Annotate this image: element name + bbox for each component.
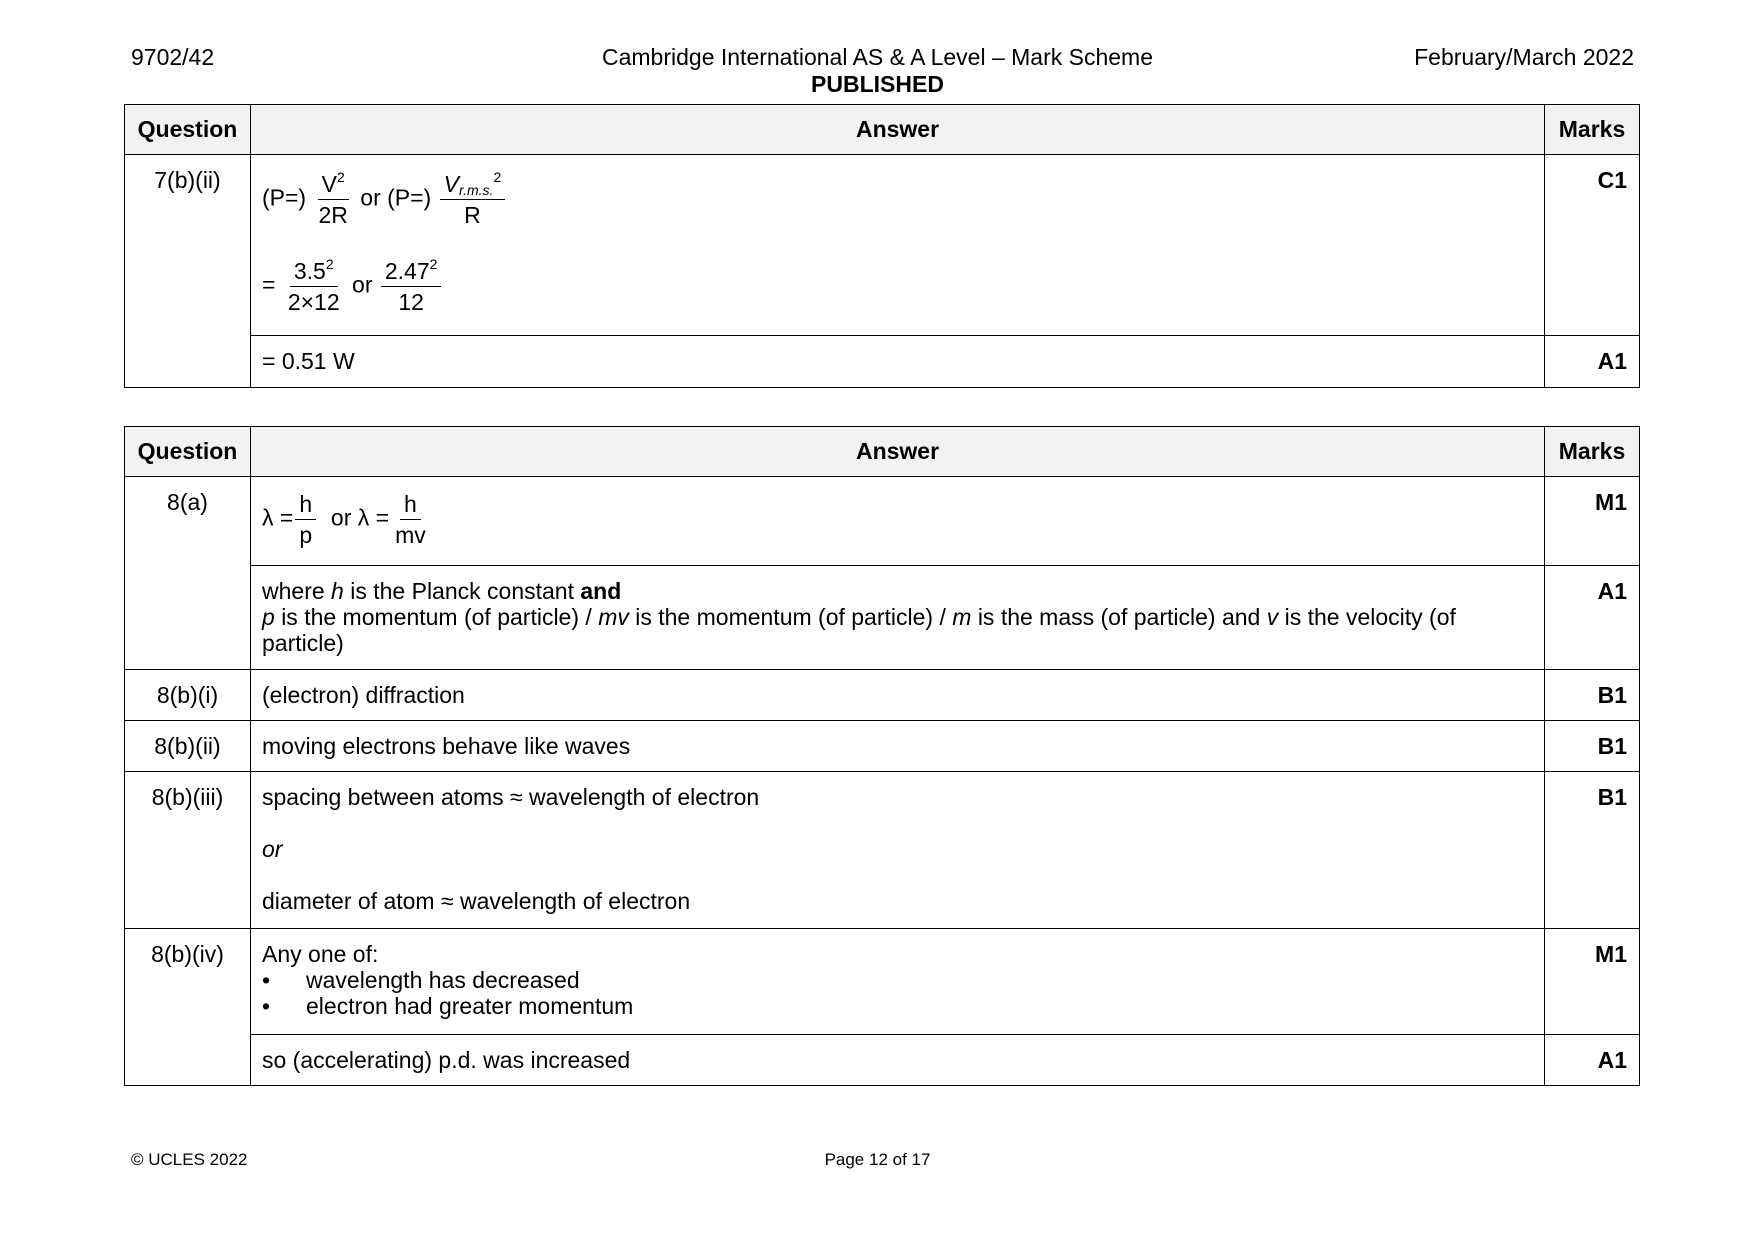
table-row [125, 477, 1640, 566]
question-id: 7(b)(ii) [125, 155, 251, 388]
answer-header: Answer [251, 427, 1545, 477]
answer-cell: moving electrons behave like waves [251, 721, 1545, 772]
table-row [125, 721, 1640, 772]
table-header-row [125, 105, 1640, 155]
answer-cell: (electron) diffraction [251, 670, 1545, 721]
mark-cell: C1 [1545, 155, 1640, 336]
mark-cell: A1 [1545, 336, 1640, 388]
mark-cell: B1 [1545, 721, 1640, 772]
marks-header: Marks [1545, 105, 1640, 155]
answer-cell: Any one of: • wavelength has decreased • electron had greater momentum [251, 929, 1545, 1035]
question-id: 8(a) [125, 477, 251, 670]
question-id: 8(b)(iv) [125, 929, 251, 1086]
page-number: Page 12 of 17 [824, 1150, 931, 1169]
mark-cell: A1 [1545, 1035, 1640, 1086]
mark-cell: M1 [1545, 929, 1640, 1035]
table-row [125, 929, 1640, 1035]
document-title: Cambridge International AS & A Level – Mark Scheme [601, 44, 1154, 70]
table-row [125, 155, 1640, 336]
question-header: Question [125, 427, 251, 477]
answer-cell: so (accelerating) p.d. was increased [251, 1035, 1545, 1086]
exam-session: February/March 2022 [1414, 44, 1634, 70]
published-label: PUBLISHED [811, 71, 944, 97]
mark-cell: B1 [1545, 670, 1640, 721]
fraction: $\frac{2.47^2}{12}$ [381, 256, 442, 317]
power-formula: (P=) $\frac{V^2}{2R}$ or (P=) $\frac{V_{r.m.s.}^2}{R}$ [262, 169, 1534, 230]
copyright: © UCLES 2022 [131, 1150, 248, 1169]
answer-cell: spacing between atoms ≈ wavelength of electron or diameter of atom ≈ wavelength of electron [251, 772, 1545, 929]
mark-cell: B1 [1545, 772, 1640, 929]
substitution: = $\frac{3.5^2}{2\times 12}$ or $\frac{2.47^2}{12}$ [262, 256, 1534, 317]
table-row [125, 566, 1640, 670]
mark-cell: A1 [1545, 566, 1640, 670]
mark-scheme-table-7 [124, 104, 1640, 388]
mark-scheme-table-8 [124, 426, 1640, 1086]
table-row [125, 670, 1640, 721]
answer-cell: where h is the Planck constant and p is the momentum (of particle) / mv is the momentum (of particle) / m is the mass (of particle) and v is the velocity (of particle) [251, 566, 1545, 670]
question-header: Question [125, 105, 251, 155]
table-row [125, 1035, 1640, 1086]
fraction: $\frac{h}{p}$ [295, 489, 316, 550]
list-item: • wavelength has decreased [262, 967, 580, 993]
fraction: $\frac{V_{r.m.s.}^2}{R}$ [440, 169, 506, 230]
answer-cell [251, 155, 1545, 336]
mark-cell: M1 [1545, 477, 1640, 566]
fraction: $\frac{3.5^2}{2\times 12}$ [287, 256, 340, 315]
fraction: $\frac{h}{mv}$ [395, 491, 426, 548]
question-id: 8(b)(i) [125, 670, 251, 721]
question-id: 8(b)(ii) [125, 721, 251, 772]
question-id: 8(b)(iii) [125, 772, 251, 929]
answer-cell: = 0.51 W [251, 336, 1545, 388]
table-row [125, 336, 1640, 388]
answer-cell: λ = $\frac{h}{p}$ or λ = $\frac{h}{mv}$ [251, 477, 1545, 566]
list-item: • electron had greater momentum [262, 993, 634, 1019]
table-header-row [125, 427, 1640, 477]
answer-header: Answer [251, 105, 1545, 155]
paper-code: 9702/42 [131, 44, 215, 70]
fraction: $\frac{V^2}{2R}$ [318, 169, 348, 228]
marks-header: Marks [1545, 427, 1640, 477]
table-row [125, 772, 1640, 929]
